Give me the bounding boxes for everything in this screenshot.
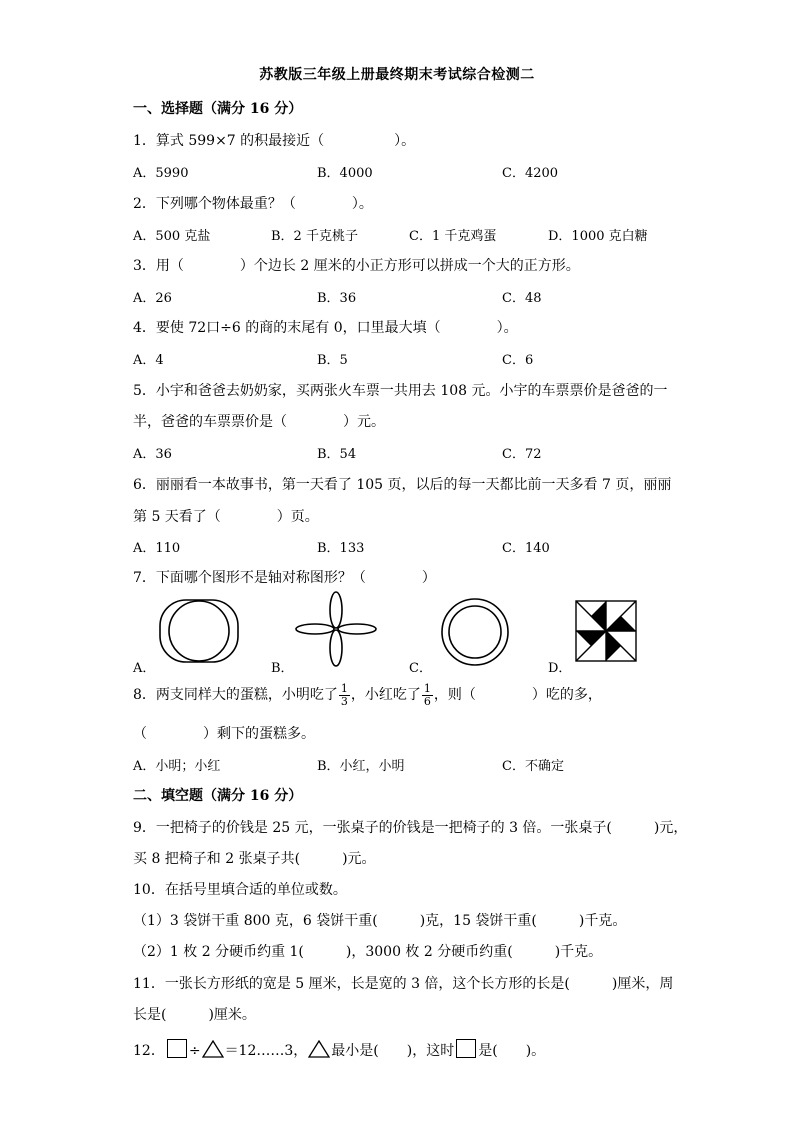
q5-option-b: B．54 [317,447,357,462]
fraction-numerator: 1 [423,681,431,695]
figure-c-ring [440,597,510,667]
fraction-denominator: 6 [423,694,431,708]
q4-option-a: A．4 [133,353,164,368]
fraction-denominator: 3 [340,694,348,708]
q3-option-b: B．36 [317,291,357,306]
figure-b-four-petal-flower [294,590,378,668]
question-1: 1．算式 599×7 的积最接近（ ）。 [133,133,416,149]
page-title: 苏教版三年级上册最终期末考试综合检测二 [259,67,535,83]
q5-option-c: C．72 [502,447,542,462]
q8-option-a: A．小明；小红 [133,759,221,774]
q4-option-b: B．5 [317,353,348,368]
q12-prefix: 12． [133,1043,165,1059]
question-10-line-2: （1）3 袋饼干重 800 克，6 袋饼干重( )克，15 袋饼干重( )千克。 [133,913,627,929]
q8-text-part2: ，小红吃了 [350,687,421,703]
section-heading-fill-in: 二、填空题（满分 16 分） [133,788,303,804]
question-10-line-3: （2）1 枚 2 分硬币约重 1( )，3000 枚 2 分硬币约重( )千克。 [133,944,603,960]
question-4: 4．要使 72口÷6 的商的末尾有 0，口里最大填（ ）。 [133,320,518,336]
question-3: 3．用（ ）个边长 2 厘米的小正方形可以拼成一个大的正方形。 [133,258,580,274]
question-11-line-2: 长是( )厘米。 [133,1007,256,1023]
q4-option-c: C．6 [502,353,534,368]
q1-option-b: B．4000 [317,166,373,181]
square-symbol [167,1039,187,1058]
question-12 [133,1039,545,1060]
question-9-line-1: 9．一把椅子的价钱是 25 元，一张桌子的价钱是一把椅子的 3 倍。一张桌子( )元， [133,820,688,836]
q1-option-c: C．4200 [502,166,559,181]
q6-option-a: A．110 [133,541,181,556]
q12-divide: ÷ [188,1043,201,1059]
fraction-numerator: 1 [340,681,348,695]
q12-mid: ＝12……3， [224,1043,308,1059]
q2-option-b: B．2 千克桃子 [271,229,358,244]
question-10-line-1: 10．在括号里填合适的单位或数。 [133,882,347,898]
square-symbol [456,1039,476,1058]
question-6-line-1: 6．丽丽看一本故事书，第一天看了 105 页，以后的每一天都比前一天多看 7 页，丽丽 [133,477,672,493]
fraction-one-sixth [422,683,433,708]
question-8-line-1 [133,680,602,710]
question-6-line-2: 第 5 天看了（ ）页。 [133,509,319,525]
question-2: 2．下列哪个物体最重？（ ）。 [133,196,373,212]
question-7: 7．下面哪个图形不是轴对称图形？（ ） [133,570,436,586]
question-8-line-2: （ ）剩下的蛋糕多。 [133,726,315,742]
triangle-symbol [308,1040,330,1058]
q7-option-d: D． [548,661,572,676]
q6-option-c: C．140 [502,541,550,556]
q7-option-c: C． [409,661,432,676]
q12-least: 最小是( )，这时 [331,1043,455,1059]
q2-option-c: C．1 千克鸡蛋 [409,229,497,244]
q5-option-a: A．36 [133,447,172,462]
question-11-line-1: 11．一张长方形纸的宽是 5 厘米，长是宽的 3 倍，这个长方形的长是( )厘米，周 [133,976,674,992]
q8-option-c: C．不确定 [502,759,564,774]
figure-a-circle-rounded-square [155,597,243,667]
q8-option-b: B．小红，小明 [317,759,405,774]
question-5-line-2: 半，爸爸的车票票价是（ ）元。 [133,414,385,430]
q2-option-a: A．500 克盐 [133,229,211,244]
q12-end: 是( )。 [478,1043,546,1059]
q3-option-a: A．26 [133,291,172,306]
q8-text-part3: ，则（ ）吃的多， [433,687,602,703]
q8-text-part1: 8．两支同样大的蛋糕，小明吃了 [133,687,338,703]
q1-option-a: A．5990 [133,166,189,181]
q3-option-c: C．48 [502,291,542,306]
q2-option-d: D．1000 克白糖 [548,229,648,244]
q7-option-a: A． [133,661,156,676]
figure-d-pinwheel [575,600,637,662]
fraction-one-third [339,683,350,708]
q6-option-b: B．133 [317,541,365,556]
triangle-symbol [202,1040,224,1058]
question-9-line-2: 买 8 把椅子和 2 张桌子共( )元。 [133,851,376,867]
question-5-line-1: 5．小宇和爸爸去奶奶家，买两张火车票一共用去 108 元。小宇的车票票价是爸爸的一 [133,383,668,399]
q7-option-b: B． [271,661,294,676]
section-heading-choice: 一、选择题（满分 16 分） [133,101,303,117]
